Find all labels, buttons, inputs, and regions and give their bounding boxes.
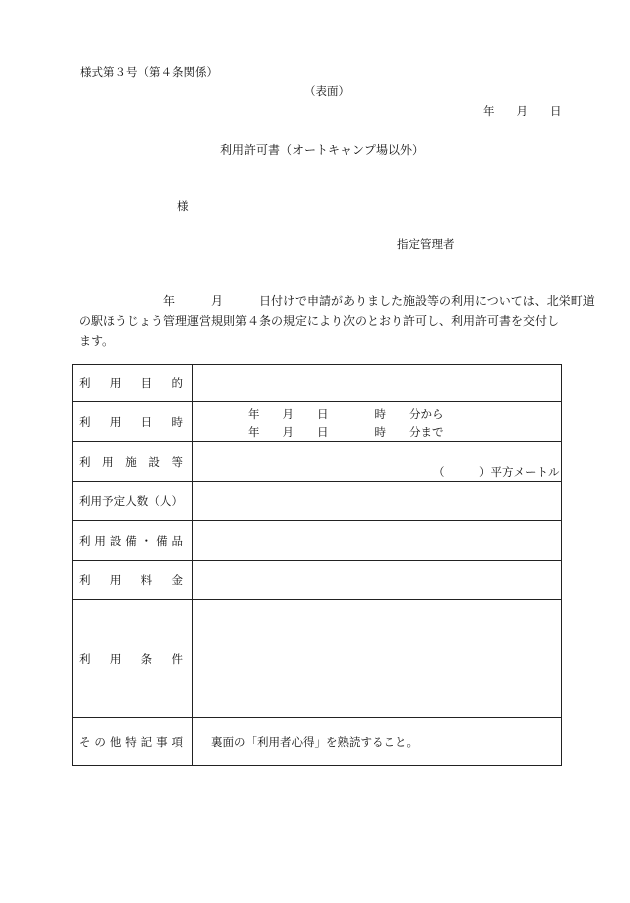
issuer-name: 指定管理者 (397, 237, 455, 251)
issue-date (483, 103, 562, 119)
date-day: 日 (550, 104, 562, 118)
label-purpose: 利用目的 (79, 376, 183, 390)
side-label: （表面） (304, 84, 350, 98)
table-row (73, 442, 562, 482)
label-other-notes: その他特記事項 (79, 734, 183, 749)
date-month: 月 (516, 104, 528, 118)
body-line-2: の駅ほうじょう管理運営規則第４条の規定により次のとおり許可し、利用許可書を交付し (79, 314, 560, 328)
table-row (73, 402, 562, 442)
table-row (73, 561, 562, 600)
table-row (73, 718, 562, 766)
value-facility (193, 442, 562, 482)
value-headcount (193, 482, 562, 521)
permit-table (72, 364, 562, 766)
schedule-from: 年 月 日 時 分から (248, 407, 444, 421)
body-line-1: 年 月 日付けで申請がありました施設等の利用については、北栄町道 (79, 294, 595, 308)
body-line-3: ます。 (79, 334, 115, 348)
area-note: （ ）平方メートル (433, 465, 560, 479)
value-other-notes: 裏面の「利用者心得」を熟読すること。 (211, 735, 418, 749)
table-row (73, 521, 562, 561)
label-equipment: 利用設備・備品 (79, 533, 183, 548)
schedule-to: 年 月 日 時 分まで (248, 425, 444, 439)
value-datetime (193, 402, 562, 442)
value-fee (193, 561, 562, 600)
label-headcount: 利用予定人数（人） (79, 494, 183, 508)
label-fee: 利用料金 (79, 573, 183, 587)
recipient-honorific: 様 (177, 199, 189, 213)
label-datetime: 利用日時 (79, 414, 183, 429)
label-facility: 利用施設等 (79, 454, 183, 469)
label-conditions: 利用条件 (79, 651, 183, 666)
body-paragraph (79, 291, 595, 351)
date-year: 年 (483, 104, 495, 118)
value-equipment (193, 521, 562, 561)
document-title: 利用許可書（オートキャンプ場以外） (220, 143, 425, 157)
table-row (73, 365, 562, 402)
table-row (73, 600, 562, 718)
value-purpose (193, 365, 562, 402)
value-conditions (193, 600, 562, 718)
table-row (73, 482, 562, 521)
form-number: 様式第３号（第４条関係） (80, 65, 218, 79)
